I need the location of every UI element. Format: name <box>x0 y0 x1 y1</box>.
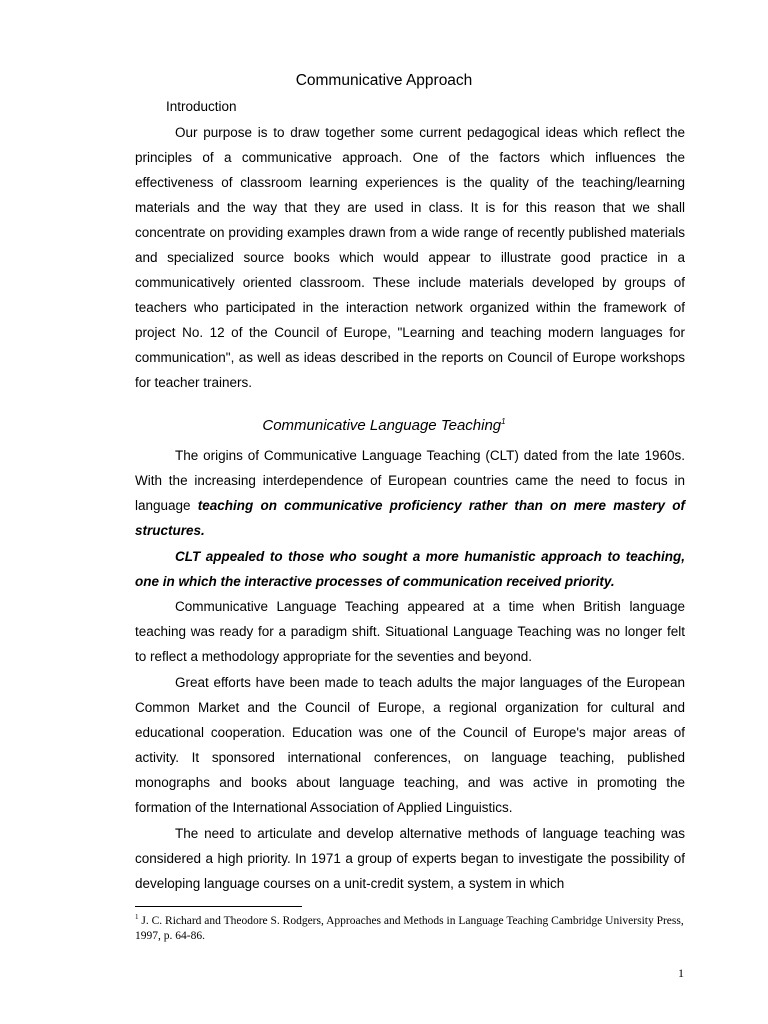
clt-paragraph-5: The need to articulate and develop alternative methods of language teaching was considered a high priority. In 1971 a group of experts began to investigate the possibility of developing language courses on a unit-credit system, a system in which <box>135 826 685 891</box>
clt-paragraph-3: Communicative Language Teaching appeared at a time when British language teaching was ready for a paradigm shift. Situational Language Teaching was no longer felt to reflect a methodology appropriate for the seventies and beyond. <box>135 599 685 664</box>
intro-paragraph: Our purpose is to draw together some current pedagogical ideas which reflect the principles of a communicative approach. One of the factors which influences the effectiveness of classroom learning experiences is the quality of the teaching/learning materials and the way that they are used in class. It is for this reason that we shall concentrate on providing examples drawn from a wide range of recently published materials and specialized source books which would appear to illustrate good practice in a communicatively oriented classroom. These include materials developed by groups of teachers who participated in the interaction network organized within the framework of project No. 12 of the Council of Europe, "Learning and teaching modern languages for communication", as well as ideas described in the reports on Council of Europe workshops for teacher trainers. <box>135 125 685 390</box>
document-title: Communicative Approach <box>295 72 473 89</box>
section-heading <box>0 417 768 434</box>
footnote-text: J. C. Richard and Theodore S. Rodgers, Approaches and Methods in Language Teaching Cambridge University Press, 1997, p. 64-86. <box>135 914 684 942</box>
footnote-divider <box>135 906 302 907</box>
clt-paragraph-1 <box>135 443 685 543</box>
clt-paragraph-1-plain: The origins of Communicative Language Teaching (CLT) dated from the late 1960s. With the increasing interdependence of European countries came the need to focus in language <box>135 448 685 513</box>
footnote <box>135 910 685 944</box>
clt-paragraph-2: CLT appealed to those who sought a more humanistic approach to teaching, one in which the interactive processes of communication received priority. <box>135 549 685 589</box>
footnote-marker: 1 <box>135 913 139 921</box>
clt-paragraph-4: Great efforts have been made to teach adults the major languages of the European Common Market and the Council of Europe, a regional organization for cultural and educational cooperation. Education was one of the Council of Europe's major areas of activity. It sponsored international conferences, on language teaching, published monographs and books about language teaching, and was active in promoting the formation of the International Association of Applied Linguistics. <box>135 675 685 815</box>
clt-paragraph-1-emphasis: teaching on communicative proficiency rather than on mere mastery of structures. <box>135 498 685 538</box>
section-heading-text: Communicative Language Teaching <box>262 417 502 434</box>
footnote-reference: 1 <box>501 417 506 426</box>
intro-heading: Introduction <box>166 99 237 114</box>
page-number: 1 <box>678 966 684 980</box>
